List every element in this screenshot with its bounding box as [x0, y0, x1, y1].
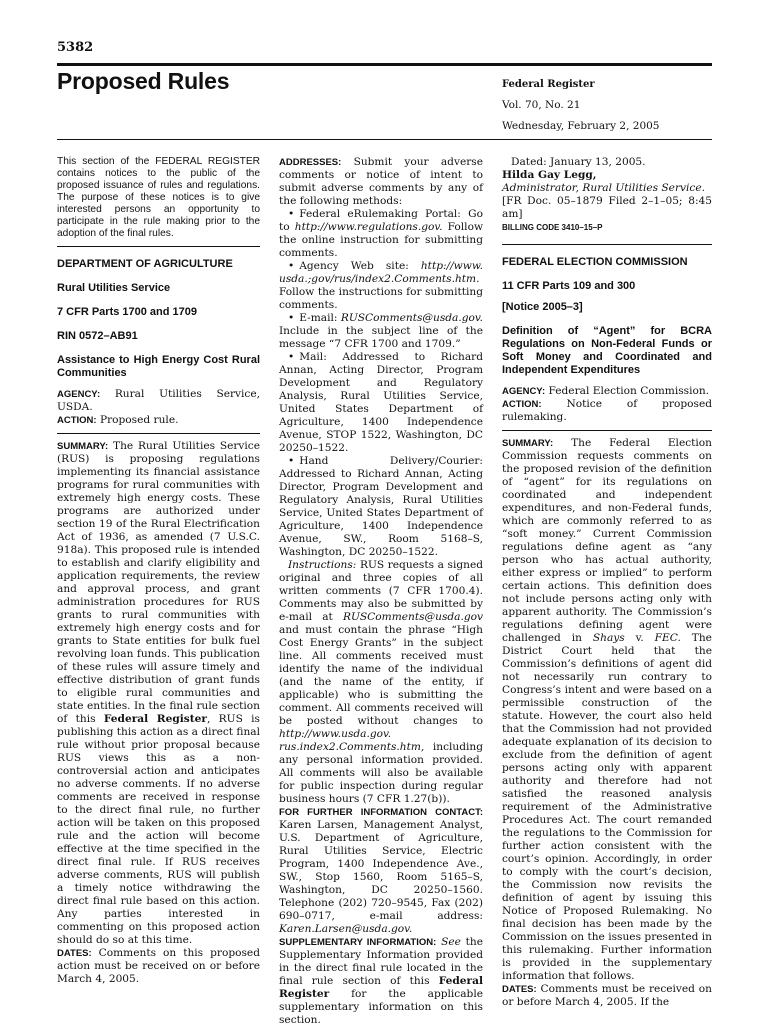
divider — [57, 246, 260, 247]
summary-text: The Rural Utilities Service (RUS) is proposing regulations implementing its financial assistance programs for rural communities with extremely high energy costs. These programs are authorized under section 19 of the Rural Electrification Act of 1936, as amended (7 U.S.C. 918a). This proposed rule is intended to establish and clarify eligibility and application requirements, the review and approval process, and grant administration procedures for RUS grants to rural communities with extremely high energy costs and for grants to State entities for bulk fuel revolving loan funds. This publication of these rules will assure timely and effective distribution of grant funds to eligible rural communities and state entities. In the final rule section of this — [57, 440, 260, 725]
agency-label: AGENCY: — [502, 386, 546, 397]
instructions-text: and must contain the phrase “High Cost Energy Grants” in the subject line. All comments received must identify the name of the individual (and the name of the entity, if applicable) who is submitting the comment. All comments received will be posted without changes to — [279, 624, 483, 727]
summary-paragraph — [502, 437, 712, 983]
method-item — [279, 260, 483, 312]
method-text: Hand Delivery/Courier: Addressed to Richard Annan, Acting Director, Program Development and Regulatory Analysis, Rural Utilities Service, United States Department of Agriculture, 1400 Independence Avenue, SW., Room 5168–S, Washington, DC 20250–1522. — [279, 455, 483, 558]
page-number: 5382 — [57, 40, 94, 55]
instructions-email[interactable]: RUSComments@usda.gov — [343, 611, 483, 623]
signer-title — [502, 182, 712, 195]
supplementary-bold: Federal Register — [279, 975, 483, 1000]
action-label: ACTION: — [502, 399, 542, 410]
instructions-link[interactable]: http://www.usda.gov. rus.index2.Comments.htm, — [279, 728, 425, 753]
method-text: Agency Web site: — [299, 260, 409, 272]
method-item — [279, 351, 483, 455]
dates-label: DATES: — [57, 948, 92, 959]
column-1 — [57, 156, 260, 986]
agency-paragraph — [502, 385, 712, 398]
signer-title-text: Administrator, Rural Utilities Service. — [502, 182, 705, 194]
instructions-paragraph — [279, 559, 483, 806]
dates-text: Comments on this proposed action must be received on or before March 4, 2005. — [57, 947, 260, 985]
divider — [502, 430, 712, 431]
instructions-label: Instructions: — [288, 559, 357, 571]
summary-paragraph — [57, 440, 260, 947]
method-item — [279, 208, 483, 260]
supplementary-see: See — [441, 936, 461, 948]
supplementary-text: for the applicable supplementary information on this section. — [279, 988, 483, 1026]
supplementary-paragraph — [279, 936, 483, 1027]
supplementary-text: the Supplementary Information provided in the direct final rule located in the final rule section of this — [279, 936, 483, 987]
top-rule — [57, 63, 712, 66]
dates-label: DATES: — [502, 984, 537, 995]
notice-heading: [Notice 2005–3] — [502, 301, 583, 313]
rin-heading: RIN 0572–AB91 — [57, 330, 138, 342]
section-title: Proposed Rules — [57, 68, 230, 94]
department-heading: DEPARTMENT OF AGRICULTURE — [57, 258, 233, 270]
method-text: Follow the online instruction for submitting comments. — [279, 221, 484, 259]
column-3 — [502, 156, 712, 1009]
case-v: v. — [635, 632, 644, 644]
summary-text-cont: , RUS is publishing this action as a direct final rule without prior proposal because RUS views this as a non-controversial action and anticipates no adverse comments. If no adverse comments are received in response to the direct final rule, no further action will be taken on this proposed rule and the action will become effective at the time specified in the direct final rule. If RUS receives adverse comments, RUS will publish a timely notice withdrawing the direct final rule based on this action. Any parties interested in commenting on this proposed action should do so at this time. — [57, 713, 260, 946]
dates-text: Comments must be received on or before March 4, 2005. If the — [502, 983, 712, 1008]
rule-title: Definition of “Agent” for BCRA Regulations on Non-Federal Funds or Soft Money and Coordinated and Independent Expenditures — [502, 325, 712, 376]
contact-paragraph — [279, 806, 483, 936]
contact-text: Karen Larsen, Management Analyst, U.S. Department of Agriculture, Rural Utilities Service, Electric Program, 1400 Independence Ave., SW., Stop 1560, Room 5165–S, Washington, DC 20250–1560. Telephone (202) 720–9545, Fax (202) 690–0717, e-mail address: — [279, 819, 483, 922]
contact-label: FOR FURTHER INFORMATION CONTACT: — [279, 807, 483, 818]
cfr-heading: 7 CFR Parts 1700 and 1709 — [57, 306, 198, 318]
method-text: E-mail: — [299, 312, 338, 324]
summary-label: SUMMARY: — [57, 441, 109, 452]
masthead-title: Federal Register — [502, 79, 595, 90]
method-text: Include in the subject line of the message “7 CFR 1700 and 1709.” — [279, 325, 483, 350]
column-2 — [279, 156, 483, 1027]
action-text: Notice of proposed rulemaking. — [502, 398, 712, 423]
dates-paragraph — [502, 983, 712, 1009]
method-link[interactable]: http://www. usda.;gov/rus/index2.Comments.htm. — [279, 260, 483, 285]
signer-name — [502, 169, 712, 182]
method-item — [279, 312, 483, 351]
case-party: FEC. — [654, 632, 681, 644]
method-text: Follow the instructions for submitting comments. — [279, 286, 483, 311]
masthead-date: Wednesday, February 2, 2005 — [502, 120, 660, 132]
instructions-text: RUS requests a signed original and three copies of all written comments (7 CFR 1700.4). Comments may also be submitted by e-mail at — [279, 559, 483, 623]
method-link[interactable]: RUSComments@usda.gov. — [340, 312, 483, 324]
dated-line: Dated: January 13, 2005. — [511, 156, 646, 168]
method-link[interactable]: http://www.regulations.gov. — [294, 221, 443, 233]
header-rule — [57, 139, 712, 140]
method-text: Federal eRulemaking Portal: Go to — [279, 208, 483, 233]
rule-title: Assistance to High Energy Cost Rural Communities — [57, 354, 260, 379]
summary-bold: Federal Register — [103, 713, 207, 725]
agency-text: Federal Election Commission. — [548, 385, 710, 397]
dates-paragraph — [57, 947, 260, 986]
masthead-volume: Vol. 70, No. 21 — [502, 99, 581, 111]
signer-name-text: Hilda Gay Legg, — [502, 169, 597, 181]
agency-label: AGENCY: — [57, 389, 101, 400]
instructions-text: including any personal information provided. All comments will also be available for public inspection during regular business hours (7 CFR 1.27(b)). — [279, 741, 483, 805]
case-name: Shays — [592, 632, 625, 644]
summary-text: The Federal Election Commission requests comments on the proposed revision of the definition of “agent” for its regulations on coordinated and independent expenditures, and non-Federal funds, which are commonly referred to as “soft money.” Current Commission regulations define agent as “any person who has actual authority, either express or implied” to perform certain actions. This definition does not include persons acting only with apparent authority. The Commission’s regulations defining agent were challenged in — [502, 437, 712, 644]
divider — [502, 244, 712, 245]
action-label: ACTION: — [57, 415, 97, 426]
commission-heading: FEDERAL ELECTION COMMISSION — [502, 256, 688, 268]
cfr-heading: 11 CFR Parts 109 and 300 — [502, 280, 636, 292]
method-item — [279, 455, 483, 559]
method-text: Mail: Addressed to Richard Annan, Acting Director, Program Development and Regulatory Analysis, Rural Utilities Service, United States Department of Agriculture, 1400 Independence Avenue, STOP 1522, Washington, DC 20250–1522. — [279, 351, 483, 454]
action-paragraph — [57, 414, 260, 427]
billing-code: BILLING CODE 3410–15–P — [502, 223, 603, 232]
addresses-paragraph — [279, 156, 483, 208]
section-intro: This section of the FEDERAL REGISTER contains notices to the public of the proposed issuance of rules and regulations. The purpose of these notices is to give interested persons an opportunity to participate in the rule making prior to the adoption of the final rules. — [57, 156, 260, 239]
addresses-label: ADDRESSES: — [279, 157, 342, 168]
addresses-text: Submit your adverse comments or notice of intent to submit adverse comments by any of the following methods: — [279, 156, 483, 207]
summary-text-cont: The District Court held that the Commission’s definitions of agent did not necessarily run contrary to Congress’s intent and were based on a permissible construction of the statute. However, the court also held that the Commission had not provided adequate explanation of its decision to exclude from the definition of agent persons acting only with apparent authority and therefore had not satisfied the reasoned analysis requirement of the Administrative Procedures Act. The court remanded the regulations to the Commission for further action consistent with the court’s opinion. Accordingly, in order to comply with the court’s decision, the Commission now revisits the definition of agent by issuing this Notice of Proposed Rulemaking. No final decision has been made by the Commission on the issues presented in this rulemaking. Further information is provided in the supplementary information that follows. — [502, 632, 712, 982]
summary-label: SUMMARY: — [502, 438, 554, 449]
masthead — [502, 74, 712, 137]
contact-email[interactable]: Karen.Larsen@usda.gov. — [279, 923, 413, 935]
action-text: Proposed rule. — [99, 414, 179, 426]
agency-subheading: Rural Utilities Service — [57, 282, 171, 294]
supplementary-label: SUPPLEMENTARY INFORMATION: — [279, 937, 437, 948]
action-paragraph — [502, 398, 712, 424]
agency-paragraph — [57, 388, 260, 414]
divider — [57, 433, 260, 434]
fr-doc-line: [FR Doc. 05–1879 Filed 2–1–05; 8:45 am] — [502, 195, 712, 220]
agency-text: Rural Utilities Service, USDA. — [57, 388, 260, 413]
